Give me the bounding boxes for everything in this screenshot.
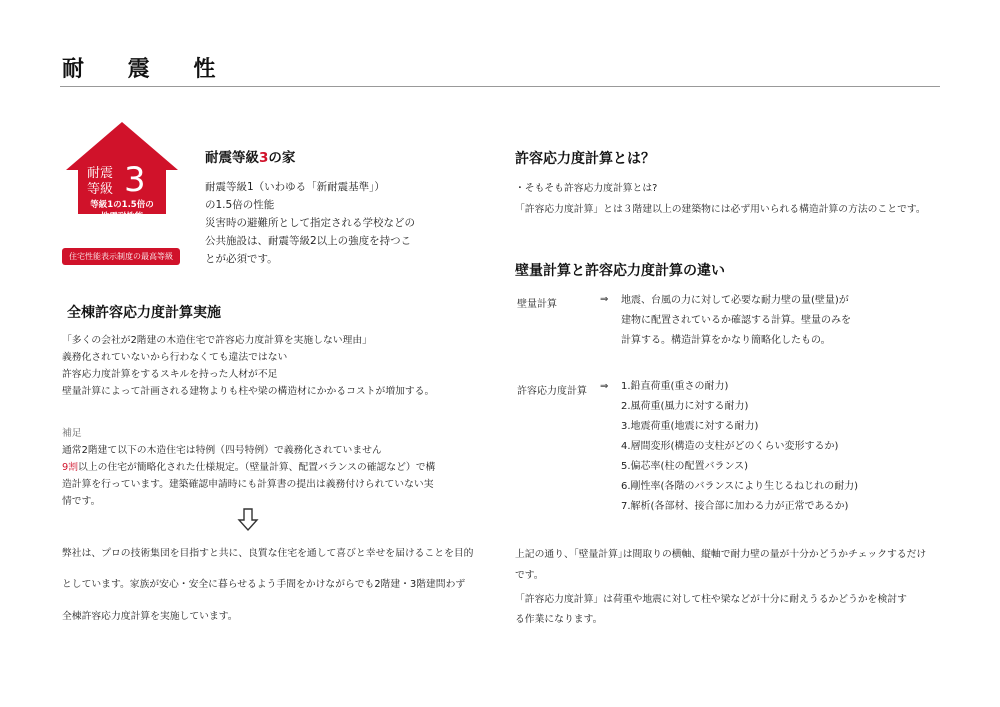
allowable-arrow-icon: ⇒ xyxy=(600,381,609,392)
grade3-heading xyxy=(205,146,295,166)
note-line: 情です。 xyxy=(62,496,101,507)
reason-line: 「多くの会社が2階建の木造住宅で許容応力度計算を実施しない理由」 xyxy=(62,335,372,346)
badge-subtitle-line2: 地震耐性能 xyxy=(100,212,144,222)
closing-line: としています。家族が安心・安全に暮らせるよう手間をかけながらでも2階建・3階建問わず xyxy=(62,579,466,590)
wall-calc-label: 壁量計算 xyxy=(517,299,557,310)
allbuilding-heading: 全棟許容応力度計算実施 xyxy=(67,305,221,321)
page-title: 耐 震 性 xyxy=(62,57,234,82)
closing-line: 弊社は、プロの技術集団を目指すと共に、良質な住宅を通して喜びと幸せを届けることを目的 xyxy=(62,548,474,559)
note-line: 通常2階建て以下の木造住宅は特例（四号特例）で義務化されていません xyxy=(62,445,382,456)
note-line: 造計算を行っています。建築確認申請時にも計算書の提出は義務付けられていない実 xyxy=(62,479,434,490)
summary-line: 上記の通り、｢壁量計算｣は間取りの横軸、縦軸で耐力壁の量が十分かどうかチェックするだけ xyxy=(515,549,927,560)
note-line-rest: 以上の住宅が簡略化された仕様規定。（壁量計算、配置バランスの確認など）で構 xyxy=(78,462,436,473)
badge-subtitle-line1: 等級1の1.5倍の xyxy=(90,200,154,210)
badge-subtitle xyxy=(78,199,166,223)
allowable-item: 2.風荷重(風力に対する耐力) xyxy=(621,401,749,412)
grade3-line: 公共施設は、耐震等級2以上の強度を持つこ xyxy=(205,235,412,247)
grade3-line: 耐震等級1（いわゆる「新耐震基準」） xyxy=(205,181,385,193)
grade3-heading-num: 3 xyxy=(259,150,269,166)
note-body xyxy=(62,442,492,510)
wall-line: 建物に配置されているか確認する計算。壁量のみを xyxy=(621,315,851,326)
whatis-line2: 「許容応力度計算」とは３階建以上の建築物には必ず用いられる構造計算の方法のことです。 xyxy=(515,204,926,215)
wall-arrow-icon: ⇒ xyxy=(600,294,609,305)
allowable-item: 4.層間変形(構造の支柱がどのくらい変形するか) xyxy=(621,441,839,452)
badge-grade-label: 耐震 等級 xyxy=(86,166,113,197)
summary-line: る作業になります。 xyxy=(515,614,603,625)
reason-line: 許容応力度計算をするスキルを持った人材が不足 xyxy=(62,369,278,380)
note-line xyxy=(62,459,492,476)
allowable-item: 5.偏芯率(柱の配置バランス) xyxy=(621,461,749,472)
note-highlight: 9割 xyxy=(62,462,79,473)
down-arrow-icon xyxy=(237,508,259,532)
reason-line: 義務化されていないから行わなくても違法ではない xyxy=(62,352,288,363)
diff-heading: 壁量計算と許容応力度計算の違い xyxy=(515,263,725,279)
wall-line: 地震、台風の力に対して必要な耐力壁の量(壁量)が xyxy=(621,295,849,306)
allowable-item: 7.解析(各部材、接合部に加わる力が正常であるか) xyxy=(621,501,849,512)
allbuilding-reasons xyxy=(62,332,434,400)
grade3-heading-pre: 耐震等級 xyxy=(205,150,259,166)
title-divider xyxy=(60,86,940,87)
reason-line: 壁量計算によって計画される建物よりも柱や梁の構造材にかかるコストが増加する。 xyxy=(62,386,435,397)
whatis-heading: 許容応力度計算とは？ xyxy=(515,151,655,167)
allowable-item: 6.剛性率(各階のバランスにより生じるねじれの耐力) xyxy=(621,481,859,492)
grade3-line: とが必須です。 xyxy=(205,253,278,265)
grade3-line: の1.5倍の性能 xyxy=(205,199,275,211)
summary-line: です。 xyxy=(515,570,544,581)
badge-highest-grade-bar: 住宅性能表示制度の最高等級 xyxy=(62,248,180,265)
badge-grade-number: 3 xyxy=(124,160,146,200)
allowable-item: 3.地震荷重(地震に対する耐力) xyxy=(621,421,759,432)
closing-line: 全棟許容応力度計算を実施しています。 xyxy=(62,611,238,622)
grade3-description xyxy=(205,178,415,268)
allowable-item: 1.鉛直荷重(重さの耐力) xyxy=(621,381,729,392)
grade3-line: 災害時の避難所として指定される学校などの xyxy=(205,217,415,229)
wall-calc-description xyxy=(621,291,851,351)
wall-line: 計算する。構造計算をかなり簡略化したもの。 xyxy=(621,335,831,346)
grade3-heading-post: の家 xyxy=(268,150,296,166)
allowable-calc-label: 許容応力度計算 xyxy=(517,386,587,397)
allowable-calc-items xyxy=(621,377,858,517)
note-label: 補足 xyxy=(62,428,82,439)
whatis-line1: ・そもそも許容応力度計算とは? xyxy=(515,183,658,194)
summary-line: 「許容応力度計算」は荷重や地震に対して柱や梁などが十分に耐えうるかどうかを検討す xyxy=(515,594,907,605)
